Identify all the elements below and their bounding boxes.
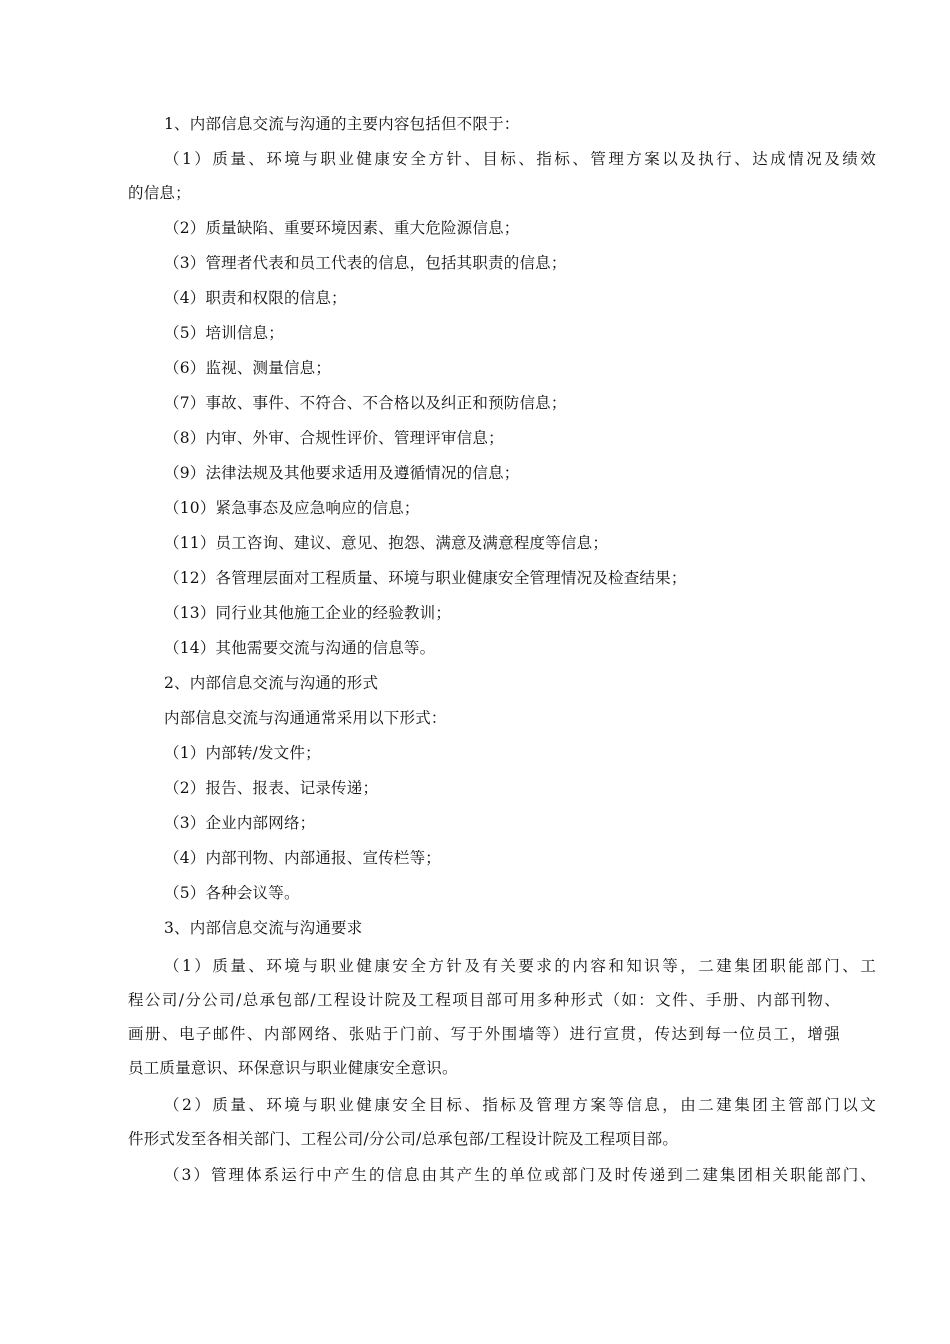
- section-1-item-2: （2）质量缺陷、重要环境因素、重大危险源信息；: [164, 219, 520, 237]
- section-3-para-2-line-1: （2）质量、环境与职业健康安全目标、指标及管理方案等信息，由二建集团主管部门以文: [164, 1096, 876, 1114]
- section-1-item-7: （7）事故、事件、不符合、不合格以及纠正和预防信息；: [164, 394, 567, 412]
- section-2-item-4: （4）内部刊物、内部通报、宣传栏等；: [164, 849, 441, 867]
- section-3-para-1-line-2: 程公司/分公司/总承包部/工程设计院及工程项目部可用多种形式（如：文件、手册、内部刊物、: [128, 991, 840, 1009]
- section-1-item-9: （9）法律法规及其他要求适用及遵循情况的信息；: [164, 464, 520, 482]
- section-2-intro: 内部信息交流与沟通通常采用以下形式：: [164, 709, 447, 727]
- section-3-para-1-line-1: （1）质量、环境与职业健康安全方针及有关要求的内容和知识等，二建集团职能部门、工: [164, 957, 876, 975]
- section-3-para-2-line-2: 件形式发至各相关部门、工程公司/分公司/总承包部/工程设计院及工程项目部。: [128, 1130, 679, 1148]
- section-2-item-3: （3）企业内部网络；: [164, 814, 316, 832]
- section-1-item-6: （6）监视、测量信息；: [164, 359, 332, 377]
- section-1-item-13: （13）同行业其他施工企业的经验教训；: [164, 604, 452, 622]
- section-1-item-12: （12）各管理层面对工程质量、环境与职业健康安全管理情况及检查结果；: [164, 569, 687, 587]
- section-1-item-1-line-2: 的信息；: [128, 184, 191, 202]
- section-3-heading: 3、内部信息交流与沟通要求: [164, 919, 363, 937]
- section-1-item-3: （3）管理者代表和员工代表的信息，包括其职责的信息；: [164, 254, 567, 272]
- section-1-item-1-line-1: （1）质量、环境与职业健康安全方针、目标、指标、管理方案以及执行、达成情况及绩效: [164, 150, 876, 168]
- section-2-heading: 2、内部信息交流与沟通的形式: [164, 674, 379, 692]
- section-2-item-2: （2）报告、报表、记录传递；: [164, 779, 379, 797]
- section-2-item-5: （5）各种会议等。: [164, 884, 300, 902]
- section-1-item-4: （4）职责和权限的信息；: [164, 289, 347, 307]
- section-1-heading: 1、内部信息交流与沟通的主要内容包括但不限于：: [164, 115, 520, 133]
- section-1-item-5: （5）培训信息；: [164, 324, 284, 342]
- section-1-item-14: （14）其他需要交流与沟通的信息等。: [164, 639, 436, 657]
- section-2-item-1: （1）内部转/发文件；: [164, 744, 321, 762]
- section-1-item-8: （8）内审、外审、合规性评价、管理评审信息；: [164, 429, 504, 447]
- section-3-para-1-line-4: 员工质量意识、环保意识与职业健康安全意识。: [128, 1059, 458, 1077]
- section-1-item-10: （10）紧急事态及应急响应的信息；: [164, 499, 420, 517]
- section-1-item-11: （11）员工咨询、建议、意见、抱怨、满意及满意程度等信息；: [164, 534, 609, 552]
- section-3-para-1-line-3: 画册、电子邮件、内部网络、张贴于门前、写于外围墙等）进行宣贯，传达到每一位员工，增强: [128, 1025, 840, 1043]
- section-3-para-3-line-1: （3）管理体系运行中产生的信息由其产生的单位或部门及时传递到二建集团相关职能部门、: [164, 1166, 876, 1184]
